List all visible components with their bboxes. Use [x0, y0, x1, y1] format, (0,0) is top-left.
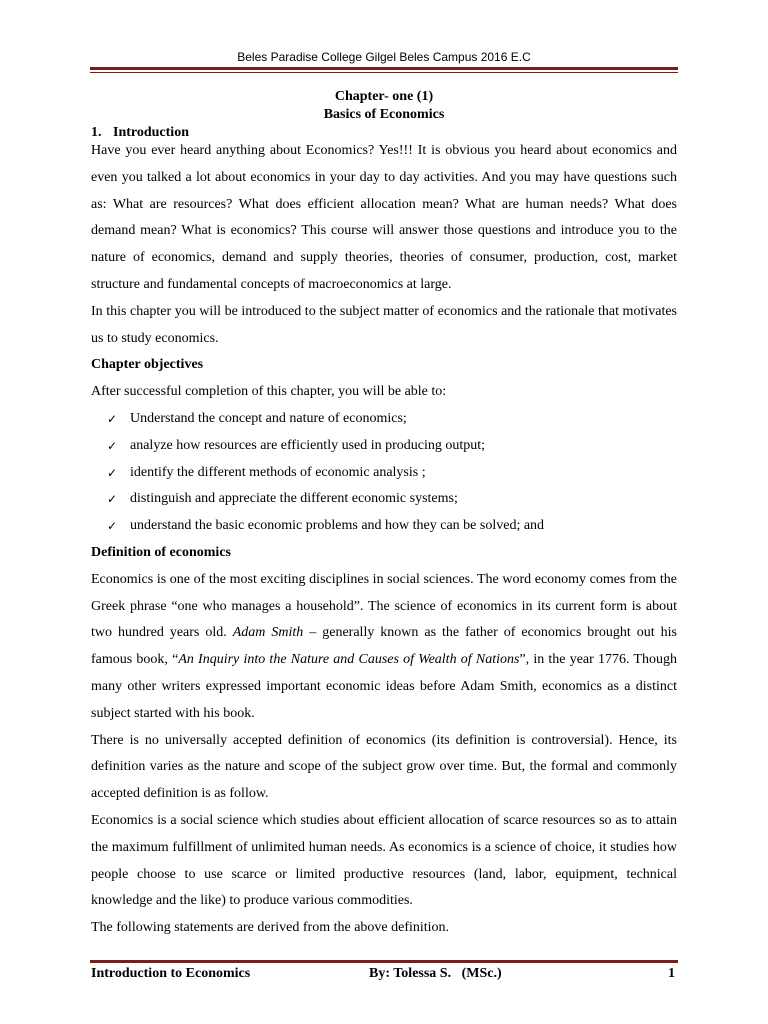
chapter-subtitle: Basics of Economics — [323, 107, 445, 122]
checkmark-icon: ✓ — [107, 519, 118, 534]
section-number: 1. — [91, 125, 102, 140]
page-number: 1 — [668, 966, 675, 981]
footer-rule-thick — [90, 960, 678, 963]
section-title: Introduction — [113, 125, 189, 140]
footer-author: By: Tolessa S. (MSc.) — [369, 966, 502, 981]
list-item: ✓ identify the different methods of economic analysis ; — [91, 460, 677, 487]
running-header: Beles Paradise College Gilgel Beles Campus 2016 E.C — [237, 50, 531, 64]
book-title: An Inquiry into the Nature and Causes of Wealth of Nations — [178, 652, 520, 668]
definition-paragraph-1: Economics is one of the most exciting disciplines in social sciences. The word economy comes from the Greek phrase “one who manages a household”. The science of economics in its current form is about two hundred years old. Adam Smith – generally known as the father of economics brought out his famous book, “An Inquiry into the Nature and Causes of Wealth of Nations”, in the year 1776. Though many other writers expressed important economic ideas before Adam Smith, economics as a distinct subject started with his book. — [91, 571, 677, 721]
definition-heading: Definition of economics — [91, 544, 231, 560]
definition-paragraph-3: Economics is a social science which studies about efficient allocation of scarce resources so as to attain the maximum fulfillment of unlimited human needs. As economics is a science of choice, it studies how people choose to use scarce or limited productive resources (land, labor, equipment, technical knowledge and the like) to produce various commodities. — [91, 812, 677, 909]
list-item: ✓ understand the basic economic problems and how they can be solved; and — [91, 513, 677, 540]
list-item: ✓ distinguish and appreciate the different economic systems; — [91, 486, 677, 513]
checkmark-icon: ✓ — [107, 465, 118, 480]
intro-paragraph-1: Have you ever heard anything about Economics? Yes!!! It is obvious you heard about economics and even you talked a lot about economics in your day to day activities. And you may have questions such as: What are resources? What does efficient allocation mean? What are human needs? What does demand mean? What is economics? This course will answer those questions and introduce you to the nature of economics, demand and supply theories, theories of consumer, production, cost, market structure and fundamental concepts of macroeconomics at large. — [91, 143, 677, 292]
person-name: Adam Smith — [232, 625, 304, 641]
document-body — [91, 88, 677, 942]
checkmark-icon: ✓ — [107, 492, 118, 507]
checkmark-icon: ✓ — [107, 411, 118, 426]
definition-paragraph-4: The following statements are derived from the above definition. — [91, 920, 450, 936]
footer-course-title: Introduction to Economics — [91, 966, 251, 981]
objectives-lead: After successful completion of this chapter, you will be able to: — [91, 384, 447, 400]
header-rule-thin — [90, 72, 678, 73]
chapter-title: Chapter- one (1) — [334, 89, 434, 104]
checkmark-icon: ✓ — [107, 438, 118, 453]
objectives-heading: Chapter objectives — [91, 357, 204, 373]
running-footer — [91, 966, 677, 986]
objectives-list — [91, 406, 677, 540]
list-item: ✓ Understand the concept and nature of economics; — [91, 406, 677, 433]
header-rule-thick — [90, 67, 678, 70]
list-item: ✓ analyze how resources are efficiently used in producing output; — [91, 433, 677, 460]
definition-paragraph-2: There is no universally accepted definition of economics (its definition is controversial). Hence, its definition varies as the nature and scope of the subject grow over time. But, the formal and commonly accepted definition is as follow. — [91, 732, 677, 802]
intro-paragraph-2: In this chapter you will be introduced to the subject matter of economics and the rationale that motivates us to study economics. — [91, 303, 677, 346]
